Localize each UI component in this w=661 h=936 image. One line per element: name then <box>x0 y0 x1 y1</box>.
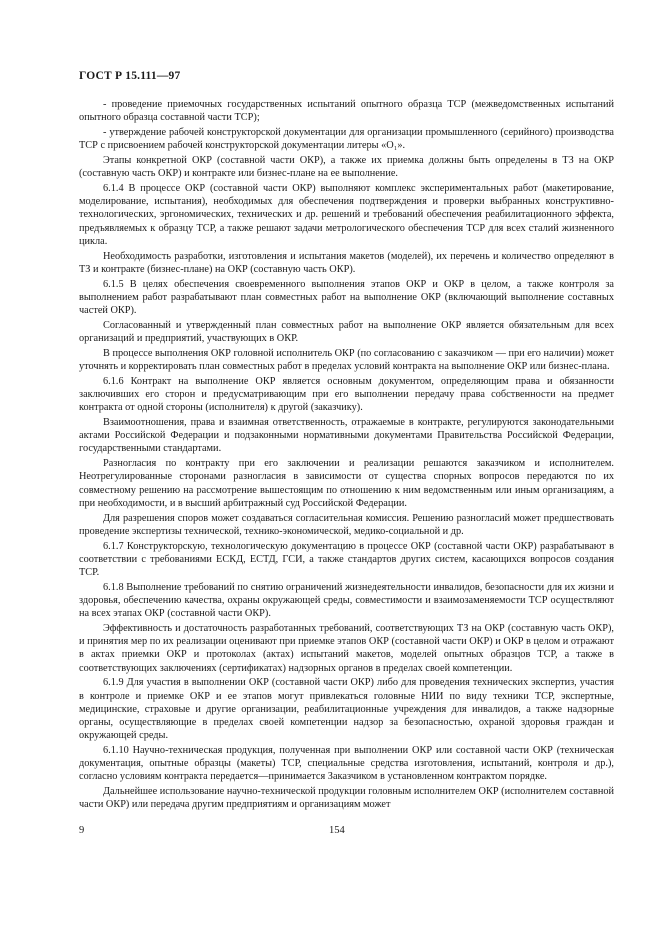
page-number: 9 <box>79 825 85 836</box>
sheet-number: 154 <box>329 825 345 836</box>
paragraph: Разногласия по контракту при его заключении и реализации решаются заказчиком и исполнителем. Неотрегулированные сторонами разногласия в зависимости от существа спорных вопросов передаются по их совместному решению на рассмотрение вышестоящим по отношению к ним ведомственным или иным организациям, а при необходимости, и в высший арбитражный суд Российской Федерации. <box>79 458 614 509</box>
paragraph: Взаимоотношения, права и взаимная ответственность, отражаемые в контракте, регулируются законодательными актами Российской Федерации и подзаконными нормативными документами Правительства Российской Федерации, государственными стандартами. <box>79 417 614 455</box>
paragraph: 6.1.5 В целях обеспечения своевременного выполнения этапов ОКР и ОКР в целом, а также контроля за выполнением работ разрабатывают план совместных работ на выполнение ОКР (включающий выполнение составных частей ОКР). <box>79 278 614 317</box>
paragraph: Необходимость разработки, изготовления и испытания макетов (моделей), их перечень и количество определяют в ТЗ и контракте (бизнес-плане) на ОКР (составную часть ОКР). <box>79 250 614 275</box>
paragraph: - проведение приемочных государственных испытаний опытного образца ТСР (межведомственных испытаний опытного образца составной части ТСР); <box>79 99 614 124</box>
paragraph: Согласованный и утвержденный план совместных работ на выполнение ОКР является обязательным для всех организаций и предприятий, участвующих в ОКР. <box>79 319 614 345</box>
paragraph: 6.1.8 Выполнение требований по снятию ограничений жизнедеятельности инвалидов, безопасности для их жизни и здоровья, обеспечению качества, охраны окружающей среды, совместимости и взаимозаменяемости ТСР осуществляют на всех этапах ОКР (составной части ОКР). <box>79 581 614 620</box>
paragraph: 6.1.7 Конструкторскую, технологическую документацию в процессе ОКР (составной части ОКР) разрабатывают в соответствии с требованиями ЕСКД, ЕСТД, ГСИ, а также стандартов других систем, касающихся вопросов создания ТСР. <box>79 540 614 579</box>
paragraph: 6.1.9 Для участия в выполнении ОКР (составной части ОКР) либо для проведения технических экспертиз, участия в контроле и приемке ОКР и ее этапов могут привлекаться головные НИИ по виду техники ТСР, экспертные, медицинские, страховые и другие организации, реабилитационные учреждения для инвалидов, а также надзорные органы, осуществляющие в пределах своей компетенции надзор за безопасностью, охраной здоровья граждан и окружающей среды. <box>79 677 614 742</box>
paragraph: Этапы конкретной ОКР (составной части ОКР), а также их приемка должны быть определены в ТЗ на ОКР (составную часть ОКР) и контракте или бизнес-плане на ее выполнение. <box>79 155 614 180</box>
paragraph: 6.1.6 Контракт на выполнение ОКР является основным документом, определяющим права и обязанности заключивших его сторон и предусматривающим при его выполнении передачу права собственности на предмет контракта от одной стороны (исполнителя) к другой (заказчику). <box>79 375 614 414</box>
paragraph: Дальнейшее использование научно-технической продукции головным исполнителем ОКР (исполнителем составной части ОКР) или передача другим предприятиям и организациям может <box>79 786 614 811</box>
paragraph: 6.1.10 Научно-техническая продукция, полученная при выполнении ОКР или составной части ОКР (техническая документация, опытные образцы (макеты) ТСР, специальные средства изготовления, испытаний, контроля и др.), согласно условиям контракта передается—принимается Заказчиком в установленном контрактом порядке. <box>79 745 614 783</box>
document-body <box>79 98 614 813</box>
paragraph: Для разрешения споров может создаваться согласительная комиссия. Решению разногласий может предшествовать проведение экспертизы технической, технико-экономической, медико-социальной и др. <box>79 512 614 537</box>
paragraph: В процессе выполнения ОКР головной исполнитель ОКР (по согласованию с заказчиком — при его наличии) может уточнять и корректировать план совместных работ в пределах условий контракта на выполнение ОКР или бизнес-плана. <box>79 347 614 373</box>
paragraph: - утверждение рабочей конструкторской документации для организации промышленного (серийного) производства ТСР с присвоением рабочей конструкторской документации литеры «О₁». <box>79 127 614 152</box>
page-header-standard-title: ГОСТ Р 15.111—97 <box>79 70 181 82</box>
paragraph: Эффективность и достаточность разработанных требований, соответствующих ТЗ на ОКР (составную часть ОКР), и принятия мер по их реализации оценивают при приемке этапов ОКР (составной части ОКР) и ОКР в целом и отражают в актах приемки ОКР и протоколах (актах) испытаний макетов, моделей опытных образцов ТСР, а также в соответствующих заключениях (сертификатах) надзорных органов в пределах своей компетенции. <box>79 623 614 674</box>
paragraph: 6.1.4 В процессе ОКР (составной части ОКР) выполняют комплекс экспериментальных работ (макетирование, моделирование, испытания), необходимых для обеспечения подтверждения и проверки выбранных конструктивно-технологических, эргономических, технических и др. решений и требований обеспечения реабилитационного эффекта, предъявляемых к образцу ТСР, а также решают задачи метрологического обеспечения ТСР для всех сталий жизненного цикла. <box>79 183 614 247</box>
